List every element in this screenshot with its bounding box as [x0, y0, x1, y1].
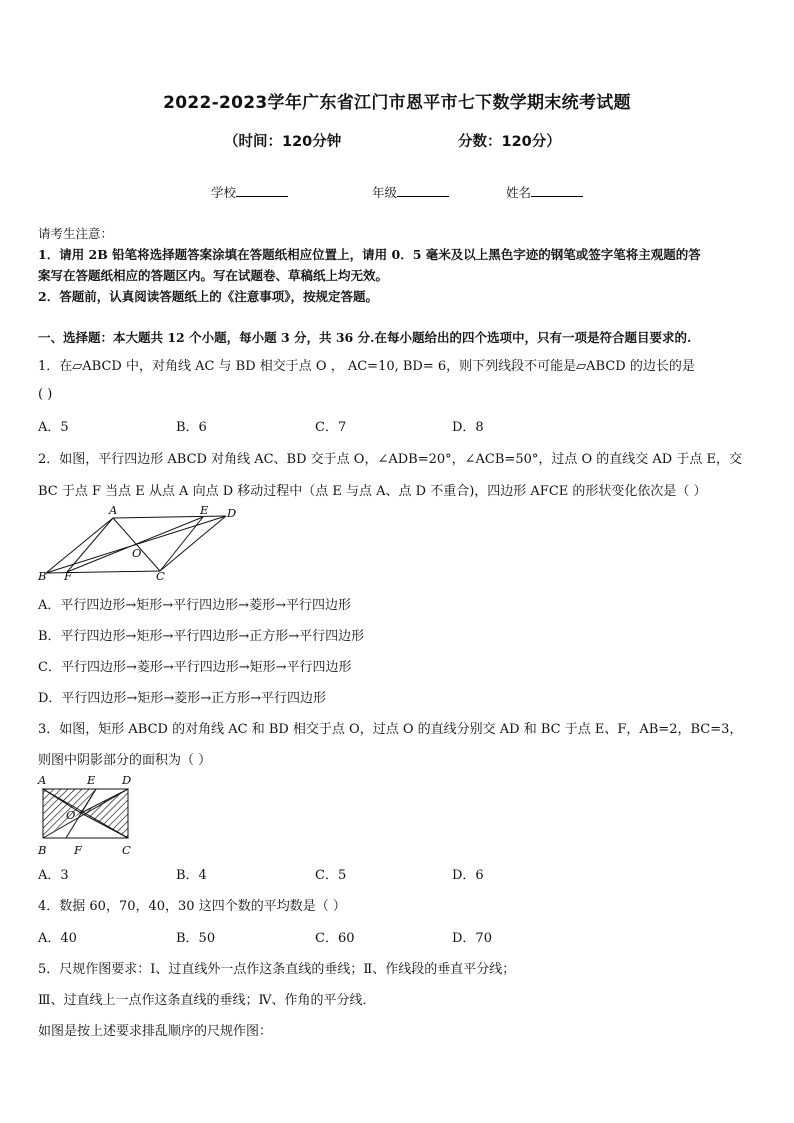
name-field	[506, 183, 583, 201]
q2-parallelogram-figure	[30, 502, 260, 588]
notice-heading: 请考生注意：	[38, 226, 114, 241]
q3-rectangle-figure	[30, 770, 150, 858]
name-blank	[531, 184, 583, 197]
q3-label-d: D	[122, 773, 132, 787]
q2-stem-line2: BC 于点 F 当点 E 从点 A 向点 D 移动过程中（点 E 与点 A、点 D 不重合)，四边形 AFCE 的形状变化依次是（ ）	[38, 484, 707, 499]
q1-stem: 1．在▱ABCD 中，对角线 AC 与 BD 相交于点 O ， AC=10, BD= 6，则下列线段不可能是▱ABCD 的边长的是	[38, 359, 695, 374]
q2-label-d: D	[227, 506, 237, 520]
q3-label-b: B	[38, 843, 47, 857]
q4-stem: 4．数据 60，70，40，30 这四个数的平均数是（ ）	[38, 899, 346, 914]
q4-option-b: B．50	[176, 931, 216, 946]
q3-option-d: D．6	[452, 868, 484, 883]
q4-option-a: A．40	[38, 931, 77, 946]
q3-label-a: A	[38, 773, 47, 787]
q2-option-c: C．平行四边形→菱形→平行四边形→矩形→平行四边形	[38, 660, 352, 675]
q1-option-a: A．5	[38, 420, 69, 435]
q3-label-f: F	[74, 843, 82, 857]
q2-label-o: O	[132, 546, 142, 560]
school-label: 学校	[211, 185, 237, 200]
q5-stem-line3: 如图是按上述要求排乱顺序的尺规作图：	[38, 1024, 273, 1039]
q1-option-b: B．6	[176, 420, 207, 435]
q3-option-a: A．3	[38, 868, 69, 883]
q4-option-d: D．70	[452, 931, 492, 946]
q5-stem-line1: 5．尺规作图要求：Ⅰ、过直线外一点作这条直线的垂线；Ⅱ、作线段的垂直平分线；	[38, 962, 516, 977]
q3-label-o: O	[66, 808, 76, 822]
q4-option-c: C．60	[315, 931, 355, 946]
q2-label-a: A	[109, 503, 118, 517]
q3-option-b: B．4	[176, 868, 207, 883]
q3-label-e: E	[87, 773, 96, 787]
notice-item1-line1: 1．请用 2B 铅笔将选择题答案涂填在答题纸相应位置上，请用 0．5 毫米及以上黑色字迹的钢笔或签字笔将主观题的答	[38, 247, 701, 262]
q2-label-e: E	[200, 503, 209, 517]
exam-score: 分数：120分）	[458, 134, 561, 150]
school-blank	[236, 184, 288, 197]
q2-stem-line1: 2．如图，平行四边形 ABCD 对角线 AC、BD 交于点 O，∠ADB=20°，∠ACB=50°，过点 O 的直线交 AD 于点 E，交	[38, 452, 742, 467]
grade-field	[372, 183, 449, 201]
q1-stem-paren: ( )	[38, 387, 53, 402]
q2-option-b: B．平行四边形→矩形→平行四边形→正方形→平行四边形	[38, 629, 365, 644]
grade-blank	[397, 184, 449, 197]
section-heading: 一、选择题：本大题共 12 个小题，每小题 3 分，共 36 分.在每小题给出的四个选项中，只有一项是符合题目要求的.	[38, 330, 692, 345]
q2-label-c: C	[156, 569, 165, 583]
q2-label-b: B	[38, 569, 47, 583]
name-label: 姓名	[506, 185, 532, 200]
q2-label-f: F	[64, 569, 72, 583]
q5-stem-line2: Ⅲ、过直线上一点作这条直线的垂线；Ⅳ、作角的平分线．	[38, 993, 376, 1008]
q3-option-c: C．5	[315, 868, 347, 883]
grade-label: 年级	[372, 185, 398, 200]
school-field	[211, 183, 288, 201]
q3-stem-line1: 3．如图，矩形 ABCD 的对角线 AC 和 BD 相交于点 O，过点 O 的直线分别交 AD 和 BC 于点 E、F，AB=2，BC=3，	[38, 722, 743, 737]
q2-option-a: A．平行四边形→矩形→平行四边形→菱形→平行四边形	[38, 598, 351, 613]
q3-label-c: C	[122, 843, 131, 857]
exam-title: 2022-2023学年广东省江门市恩平市七下数学期末统考试题	[163, 93, 631, 113]
q1-option-d: D．8	[452, 420, 484, 435]
notice-item1-line2: 案写在答题纸相应的答题区内。写在试题卷、草稿纸上均无效。	[38, 268, 389, 283]
q3-stem-line2: 则图中阴影部分的面积为（ ）	[38, 753, 212, 768]
q1-option-c: C．7	[315, 420, 347, 435]
exam-time: （时间：120分钟	[224, 134, 342, 150]
q2-option-d: D．平行四边形→矩形→菱形→正方形→平行四边形	[38, 691, 326, 706]
notice-item2: 2．答题前，认真阅读答题纸上的《注意事项》，按规定答题。	[38, 289, 378, 304]
